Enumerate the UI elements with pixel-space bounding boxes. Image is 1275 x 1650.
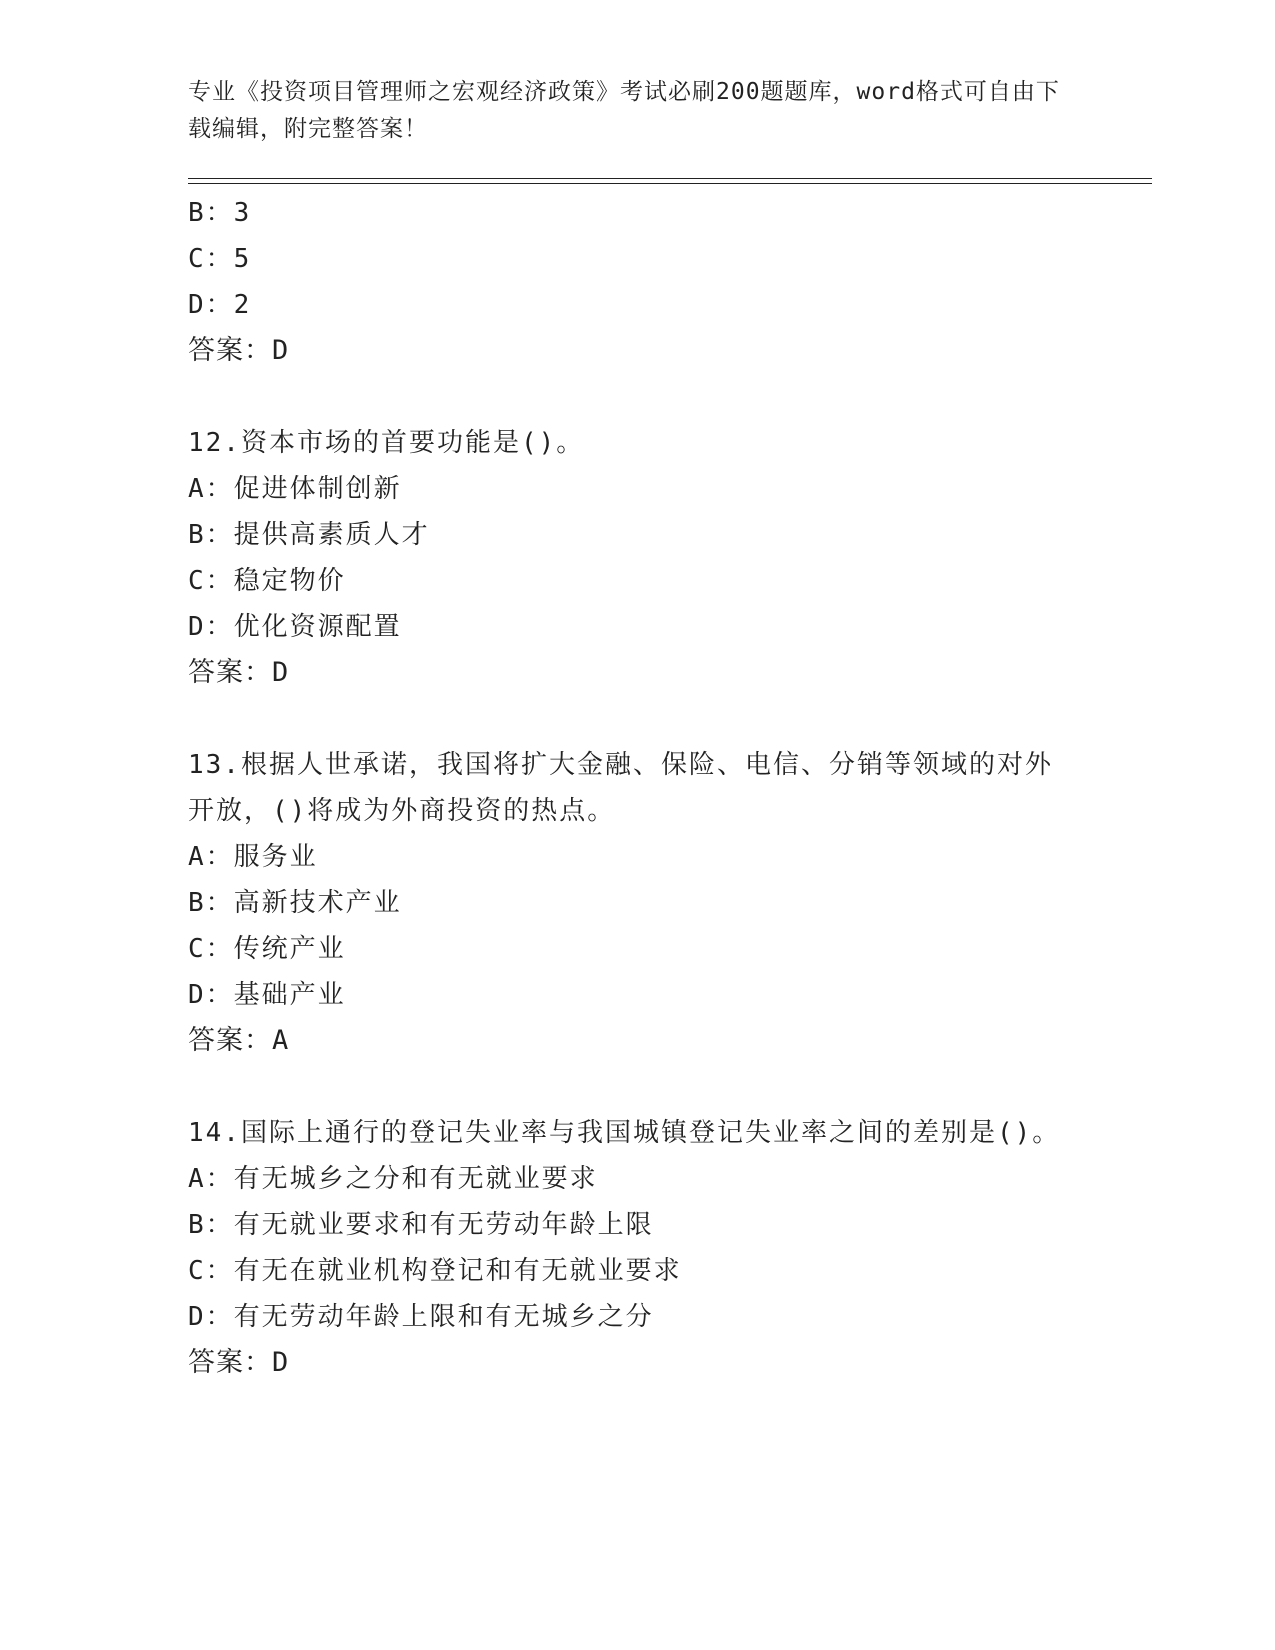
- option-c: C：有无在就业机构登记和有无就业要求: [188, 1256, 682, 1286]
- option-b: B：有无就业要求和有无劳动年龄上限: [188, 1210, 654, 1240]
- question-text: 14.国际上通行的登记失业率与我国城镇登记失业率之间的差别是()。: [188, 1118, 1061, 1148]
- spacer: [188, 696, 1152, 742]
- answer: 答案：D: [188, 335, 290, 366]
- option-a: A：服务业: [188, 842, 318, 872]
- document-header: 专业《投资项目管理师之宏观经济政策》考试必刷200题题库，word格式可自由下载编辑，附完整答案！: [188, 79, 1060, 142]
- option-d: D：有无劳动年龄上限和有无城乡之分: [188, 1302, 654, 1332]
- question-14: [188, 1110, 1152, 1386]
- option-a: A：有无城乡之分和有无就业要求: [188, 1164, 598, 1194]
- question-11-continued: [188, 190, 1152, 374]
- question-13: [188, 742, 1152, 1064]
- question-list: [188, 190, 1152, 1386]
- option-c: C：5: [188, 244, 252, 274]
- question-text: 12.资本市场的首要功能是()。: [188, 428, 585, 458]
- option-d: D：优化资源配置: [188, 612, 402, 642]
- answer: 答案：D: [188, 1347, 290, 1378]
- header-rule-bottom: [188, 183, 1152, 184]
- option-b: B：提供高素质人才: [188, 520, 430, 550]
- option-c: C：传统产业: [188, 934, 346, 964]
- option-b: B：3: [188, 198, 252, 228]
- answer: 答案：D: [188, 657, 290, 688]
- option-d: D：基础产业: [188, 980, 346, 1010]
- header-rule-top: [188, 178, 1152, 179]
- question-text: 13.根据人世承诺，我国将扩大金融、保险、电信、分销等领域的对外: [188, 750, 1053, 780]
- answer: 答案：A: [188, 1025, 290, 1056]
- spacer: [188, 374, 1152, 420]
- option-c: C：稳定物价: [188, 566, 346, 596]
- option-d: D：2: [188, 290, 252, 320]
- option-b: B：高新技术产业: [188, 888, 402, 918]
- question-text-continued: 开放，()将成为外商投资的热点。: [188, 796, 616, 826]
- spacer: [188, 1064, 1152, 1110]
- option-a: A：促进体制创新: [188, 474, 402, 504]
- question-12: [188, 420, 1152, 696]
